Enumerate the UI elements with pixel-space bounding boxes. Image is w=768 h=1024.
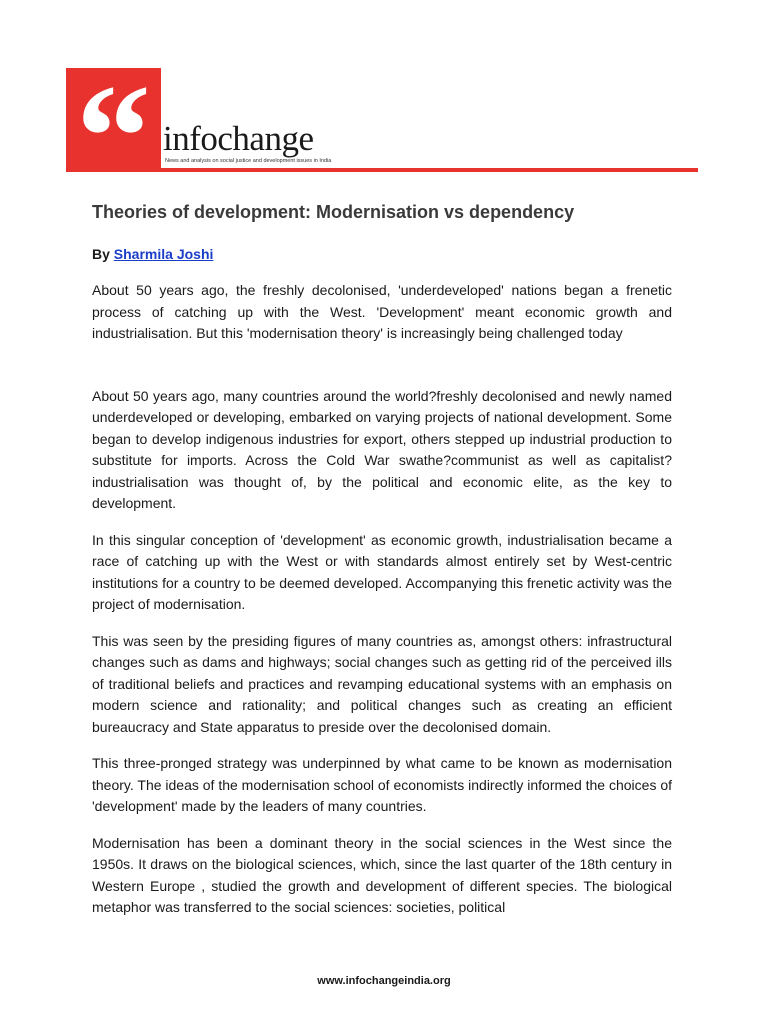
brand-logo-block: [66, 54, 161, 220]
article-paragraph: This three-pronged strategy was underpinned by what came to be known as modernisation theory. The ideas of the modernisation school of economists indirectly informed the choices of 'development' made by the leaders of many countries.: [92, 755, 673, 814]
footer-url: www.infochangeindia.org: [317, 975, 451, 987]
article-lead: About 50 years ago, the freshly decolonised, 'underdeveloped' nations began a frenetic process of catching up with the West. 'Development' meant economic growth and industrialisation. But this 'modernisation theory' is increasingly being challenged today: [92, 282, 672, 341]
article-paragraph: In this singular conception of 'development' as economic growth, industrialisation became a race of catching up with the West or with standards almost entirely set by West-centric institutions for a country to be deemed developed. Accompanying this frenetic activity was the project of modernisation.: [92, 531, 672, 612]
author-link[interactable]: Sharmila Joshi: [113, 246, 214, 262]
byline: [92, 246, 213, 262]
byline-prefix: By: [92, 246, 110, 262]
article-body: [92, 280, 672, 934]
quote-logo-icon: “: [76, 54, 139, 220]
article-paragraph: About 50 years ago, many countries around the world?freshly decolonised and newly named underdeveloped or developing, embarked on varying projects of national development. Some began to develop indigenous industries for export, others stepped up industrial production to substitute for imports. Across the Cold War swathe?communist as well as capitalist?industrialisation was thought of, by the political and economic elite, as the key to development.: [92, 387, 672, 511]
article-title: Theories of development: Modernisation vs dependency: [92, 202, 575, 222]
brand-divider: [160, 168, 698, 172]
brand-name: infochange: [163, 119, 314, 158]
brand-tagline: News and analysis on social justice and development issues in India: [165, 158, 332, 164]
article-paragraph: Modernisation has been a dominant theory in the social sciences in the West since the 1950s. It draws on the biological sciences, which, since the last quarter of the 18th century in Western Europe , studied the growth and development of different species. The biological metaphor was transferred to the social sciences: societies, political: [92, 834, 672, 915]
article-paragraph: This was seen by the presiding figures of many countries as, amongst others: infrastructural changes such as dams and highways; social changes such as getting rid of the perceived ills of traditional beliefs and practices and revamping educational systems with an emphasis on modern science and rationality; and political changes such as creating an efficient bureaucracy and State apparatus to preside over the decolonised domain.: [92, 632, 672, 735]
